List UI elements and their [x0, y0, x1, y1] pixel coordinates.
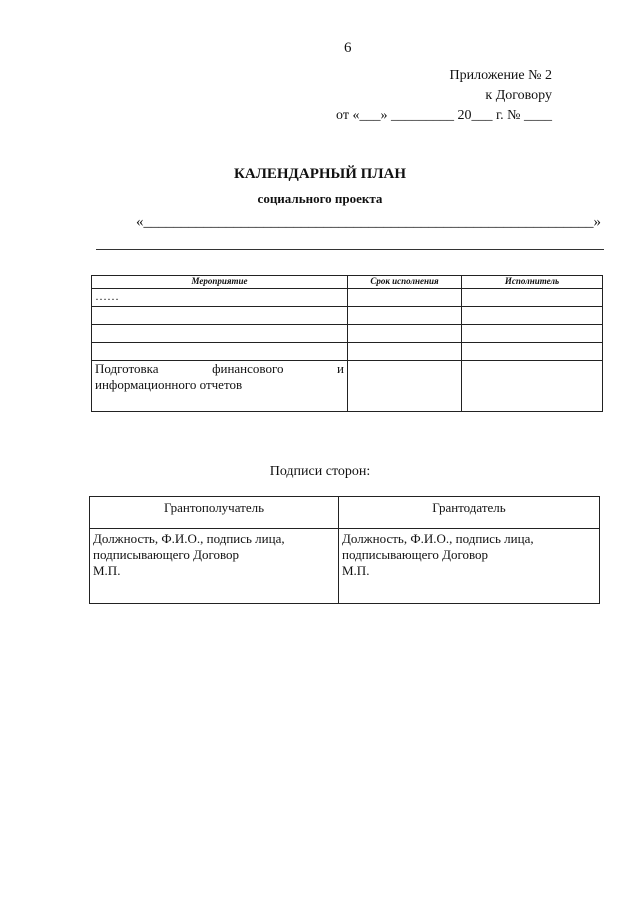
project-name-line: «____________________________________________________________» — [136, 214, 601, 230]
grantee-header: Грантополучатель — [90, 497, 339, 529]
page-number: 6 — [344, 40, 352, 56]
table-cell — [348, 289, 462, 307]
signature-text: подписывающего Договор — [342, 547, 489, 562]
signature-text: Должность, Ф.И.О., подпись лица, — [342, 531, 534, 546]
table-cell — [348, 325, 462, 343]
grantee-signature-block — [90, 529, 339, 604]
divider-line — [96, 249, 604, 250]
header-event: Мероприятие — [92, 276, 348, 289]
table-row — [92, 307, 603, 325]
table-cell — [92, 343, 348, 361]
stamp-place: М.П. — [93, 563, 121, 578]
table-cell — [462, 325, 603, 343]
signatures-body-row — [90, 529, 600, 604]
header-deadline: Срок исполнения — [348, 276, 462, 289]
appendix-line-3: от «___» _________ 20___ г. № ____ — [336, 108, 552, 123]
document-subtitle: социального проекта — [257, 191, 383, 206]
table-cell — [92, 325, 348, 343]
document-title: КАЛЕНДАРНЫЙ ПЛАН — [233, 166, 407, 182]
table-cell — [92, 307, 348, 325]
table-cell — [348, 307, 462, 325]
stamp-place: М.П. — [342, 563, 370, 578]
table-row — [92, 289, 603, 307]
signature-text: подписывающего Договор — [93, 547, 240, 562]
table-cell — [462, 343, 603, 361]
appendix-reference — [336, 66, 552, 126]
appendix-line-2: к Договору — [485, 88, 552, 103]
header-executor: Исполнитель — [462, 276, 603, 289]
table-cell — [462, 307, 603, 325]
table-cell — [462, 361, 603, 412]
table-cell — [462, 289, 603, 307]
signature-text: Должность, Ф.И.О., подпись лица, — [93, 531, 285, 546]
table-row — [92, 343, 603, 361]
table-cell: Подготовка финансового и информационного отчетов — [92, 361, 348, 412]
signatures-title: Подписи сторон: — [269, 464, 371, 479]
table-row — [92, 325, 603, 343]
table-cell: …… — [92, 289, 348, 307]
calendar-plan-table — [91, 275, 603, 412]
appendix-line-1: Приложение № 2 — [449, 68, 552, 83]
grantor-header: Грантодатель — [339, 497, 600, 529]
table-cell — [348, 343, 462, 361]
signatures-table — [89, 496, 600, 604]
table-header-row — [92, 276, 603, 289]
grantor-signature-block — [339, 529, 600, 604]
table-cell — [348, 361, 462, 412]
table-row — [92, 361, 603, 412]
signatures-header-row — [90, 497, 600, 529]
